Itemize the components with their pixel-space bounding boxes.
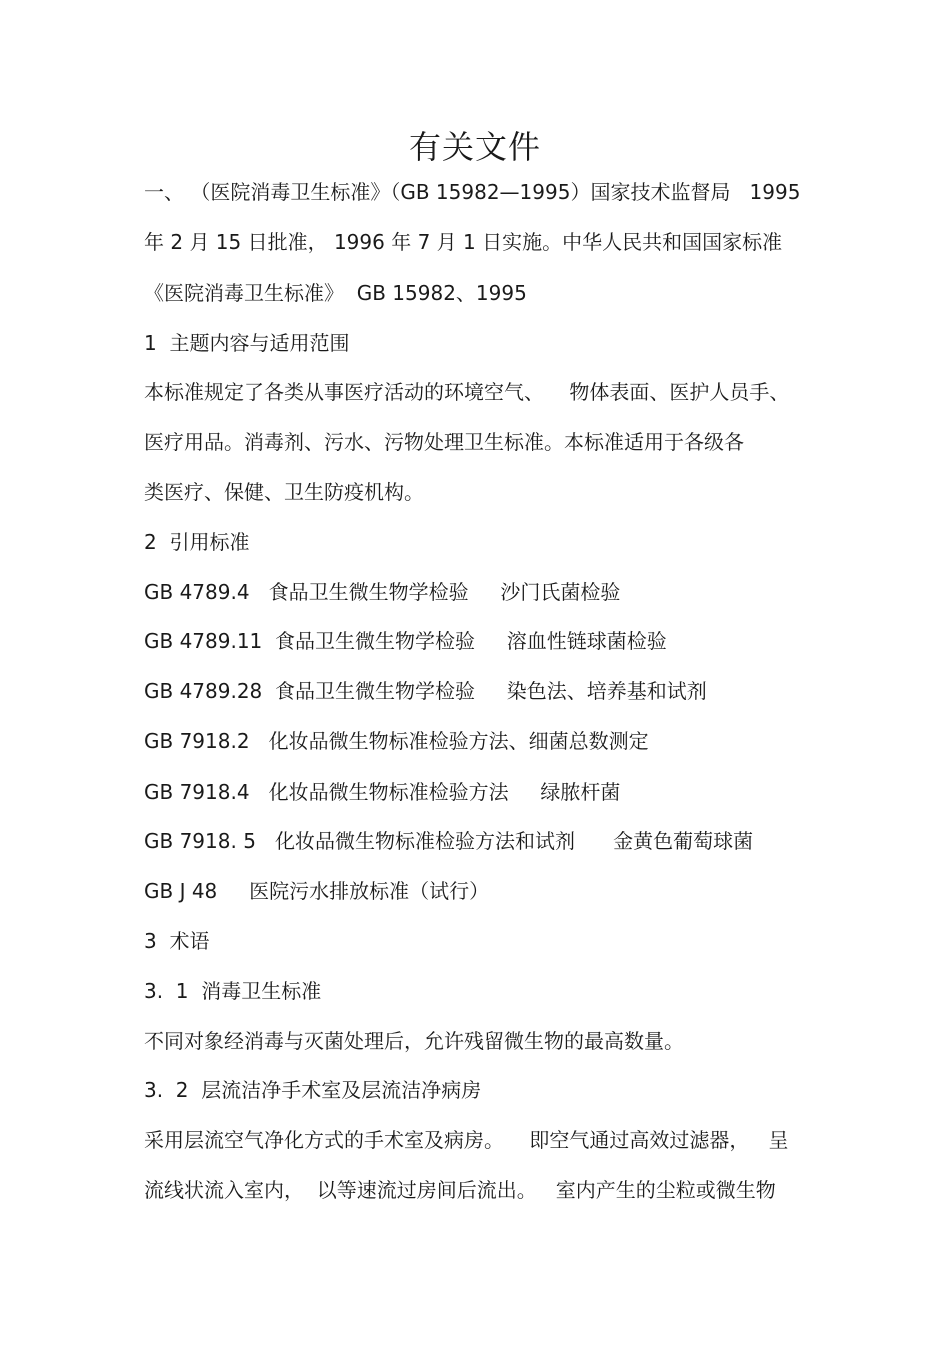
text-line-6: 医疗用品。消毒剂、污水、污物处理卫生标准。本标准适用于各级各	[144, 430, 744, 454]
reference-gb-j-48: GB J 48 医院污水排放标准（试行）	[144, 879, 490, 903]
reference-gb-4789-4: GB 4789.4 食品卫生微生物学检验 沙门氏菌检验	[144, 580, 621, 604]
text-line-20: 采用层流空气净化方式的手术室及病房。 即空气通过高效过滤器， 呈	[144, 1128, 789, 1152]
text-line-7: 类医疗、保健、卫生防疫机构。	[144, 480, 424, 504]
subsection-heading-3-1: 3. 1 消毒卫生标准	[144, 979, 322, 1003]
text-line-21: 流线状流入室内， 以等速流过房间后流出。 室内产生的尘粒或微生物	[144, 1178, 776, 1202]
text-line-18: 不同对象经消毒与灭菌处理后，允许残留微生物的最高数量。	[144, 1029, 684, 1053]
section-heading-3: 3 术语	[144, 929, 210, 953]
text-line-2: 年 2 月 15 日批准， 1996 年 7 月 1 日实施。中华人民共和国国家标准	[144, 230, 783, 254]
document-title: 有关文件	[408, 128, 541, 166]
reference-gb-4789-28: GB 4789.28 食品卫生微生物学检验 染色法、培养基和试剂	[144, 679, 707, 703]
text-line-1: 一、 （医院消毒卫生标准》（GB 15982—1995）国家技术监督局 1995	[144, 180, 801, 204]
reference-gb-7918-2: GB 7918.2 化妆品微生物标准检验方法、细菌总数测定	[144, 729, 649, 753]
section-heading-2: 2 引用标准	[144, 530, 250, 554]
text-line-3: 《医院消毒卫生标准》 GB 15982、1995	[144, 281, 527, 305]
reference-gb-7918-5: GB 7918. 5 化妆品微生物标准检验方法和试剂 金黄色葡萄球菌	[144, 829, 754, 853]
text-line-5: 本标准规定了各类从事医疗活动的环境空气、 物体表面、医护人员手、	[144, 380, 790, 404]
subsection-heading-3-2: 3. 2 层流洁净手术室及层流洁净病房	[144, 1078, 482, 1102]
section-heading-1: 1 主题内容与适用范围	[144, 331, 350, 355]
reference-gb-7918-4: GB 7918.4 化妆品微生物标准检验方法 绿脓杆菌	[144, 780, 621, 804]
reference-gb-4789-11: GB 4789.11 食品卫生微生物学检验 溶血性链球菌检验	[144, 629, 667, 653]
